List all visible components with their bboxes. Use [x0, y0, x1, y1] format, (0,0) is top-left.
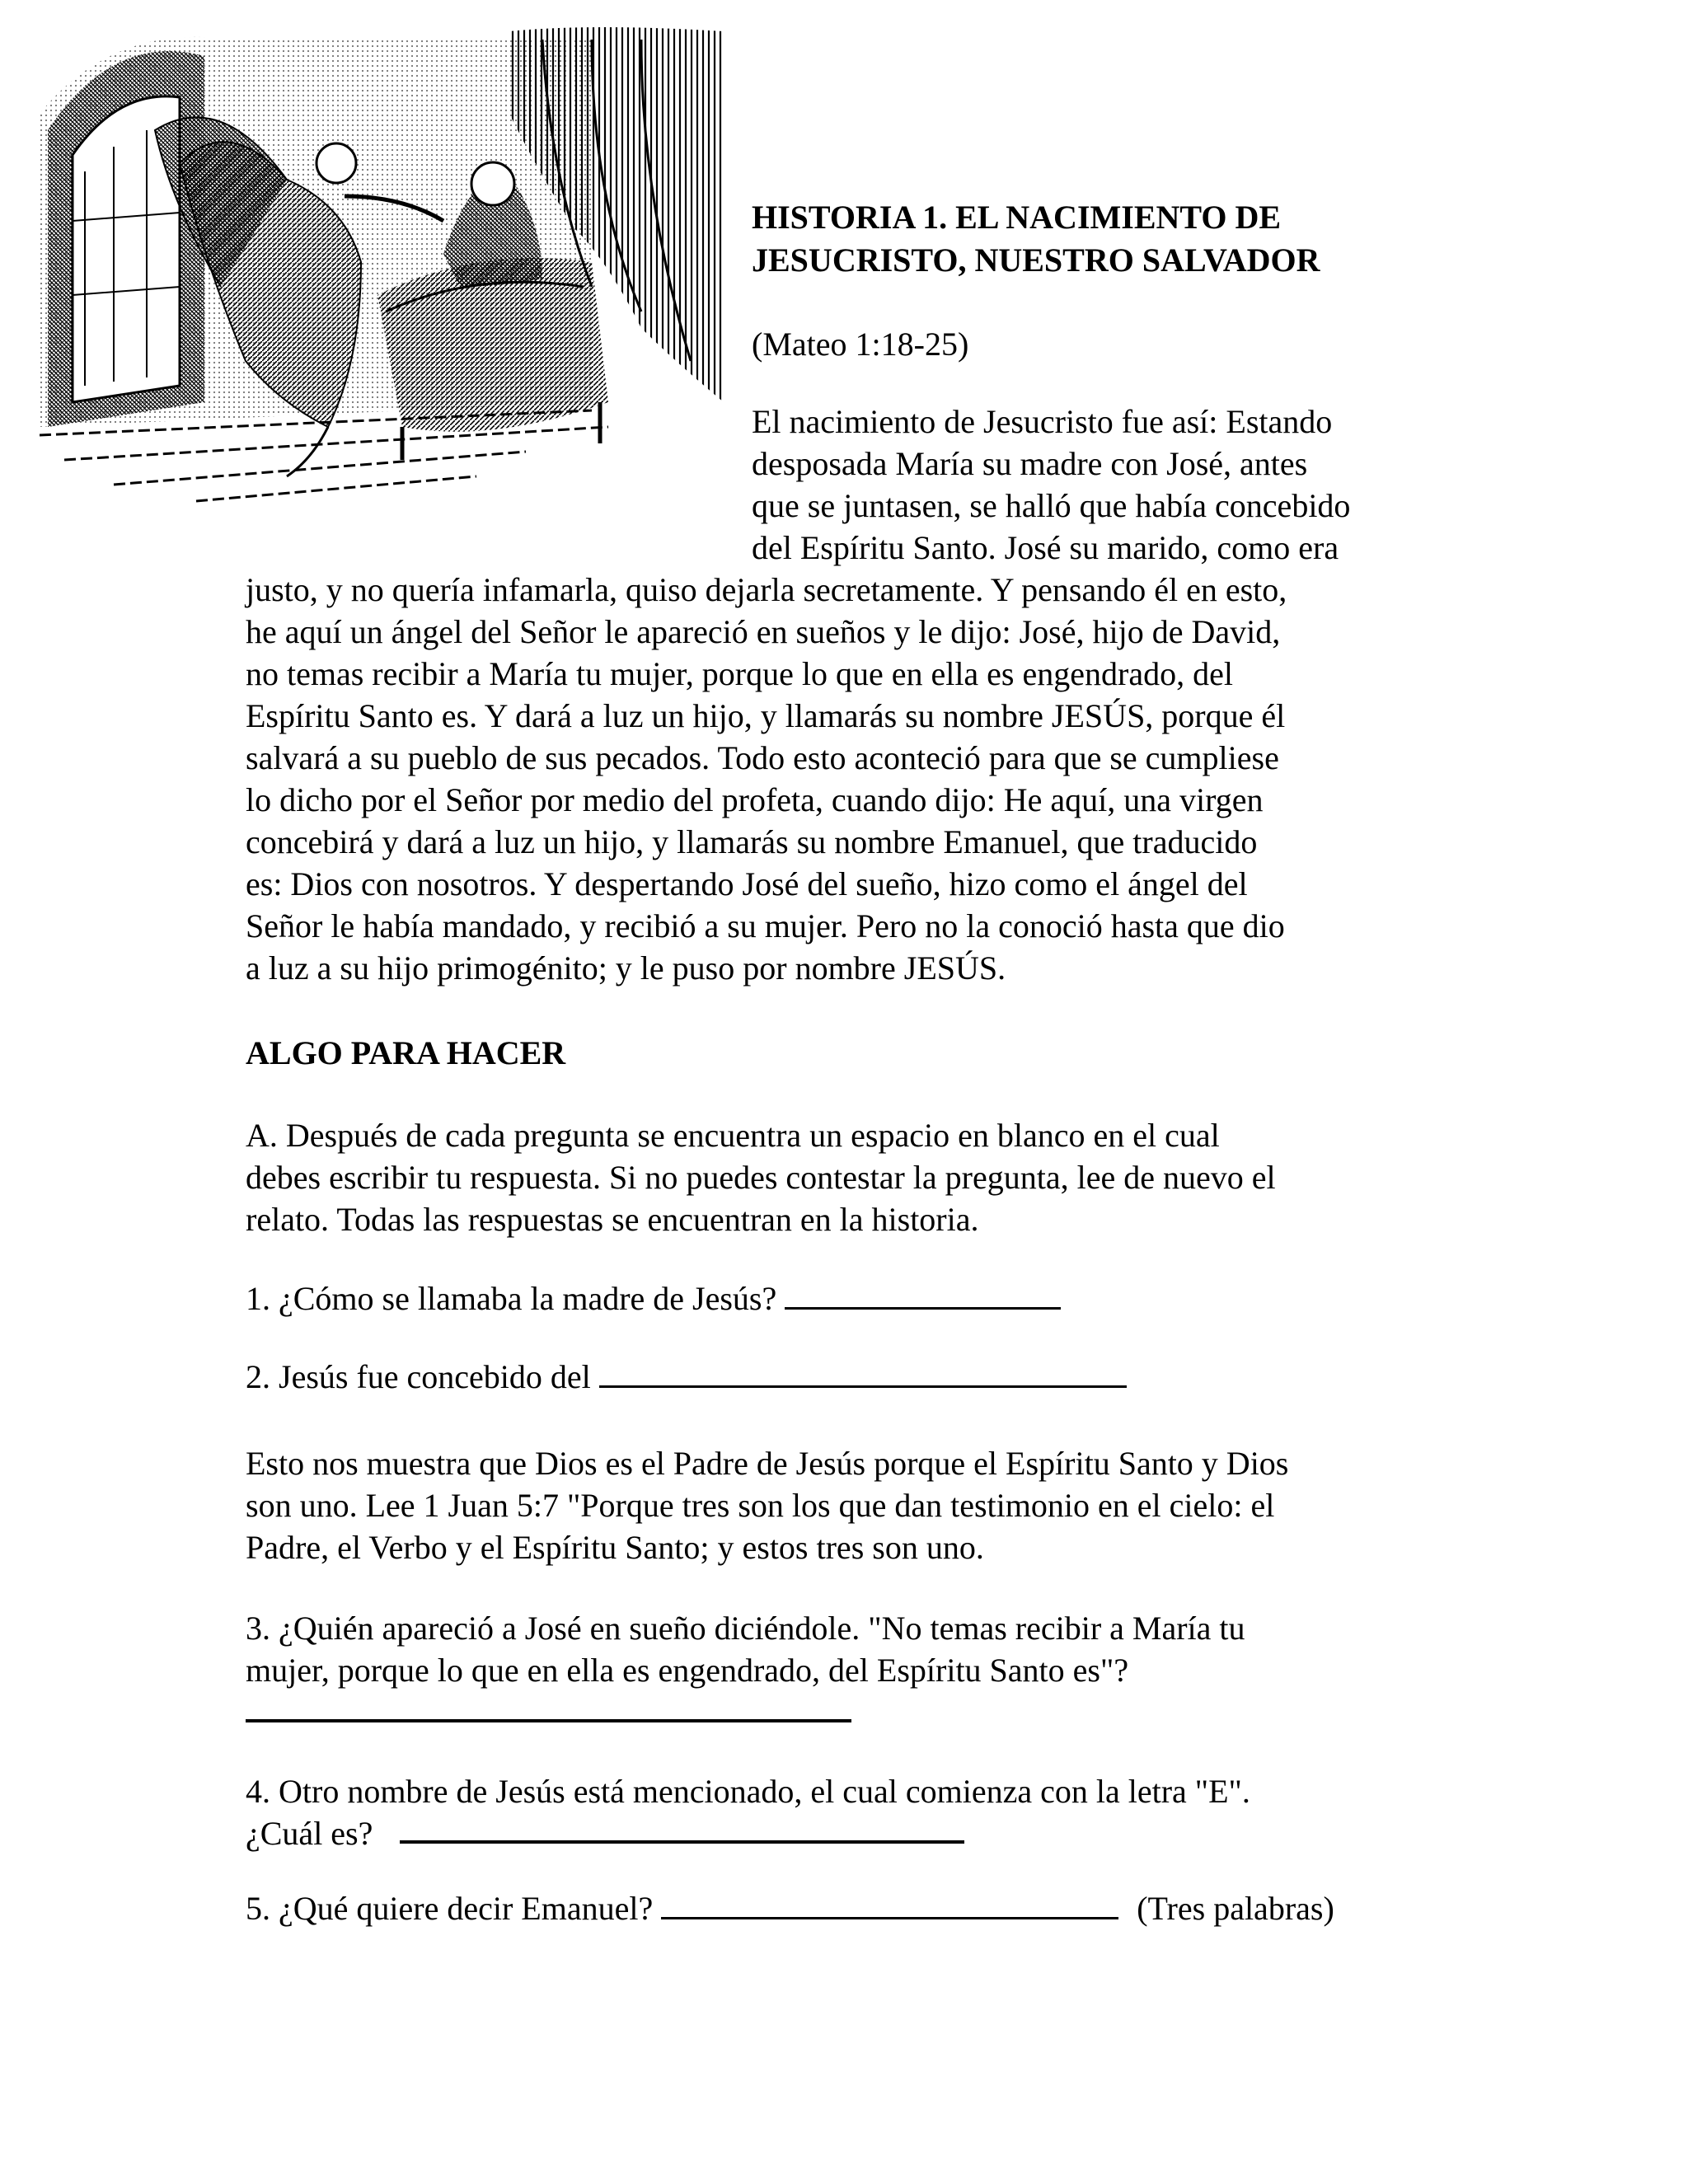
question-5-text: 5. ¿Qué quiere decir Emanuel? [246, 1890, 654, 1927]
trinity-line: Esto nos muestra que Dios es el Padre de Jesús porque el Espíritu Santo y Dios [246, 1445, 1289, 1482]
story-line: Espíritu Santo es. Y dará a luz un hijo, y llamarás su nombre JESÚS, porque él [246, 697, 1286, 734]
question-2 [246, 1356, 1127, 1398]
question-4-answer-blank[interactable] [400, 1840, 964, 1844]
story-line: El nacimiento de Jesucristo fue así: Estando [752, 403, 1333, 440]
activity-instructions [246, 1114, 1482, 1240]
story-line: del Espíritu Santo. José su marido, como era [752, 529, 1339, 566]
story-line: salvará a su pueblo de sus pecados. Todo esto aconteció para que se cumpliese [246, 739, 1279, 776]
question-3-text-line-2: mujer, porque lo que en ella es engendrado, del Espíritu Santo es"? [246, 1652, 1129, 1689]
question-3 [246, 1607, 1482, 1691]
story-line: concebirá y dará a luz un hijo, y llamarás su nombre Emanuel, que traducido [246, 823, 1258, 860]
story-line: justo, y no quería infamarla, quiso dejarla secretamente. Y pensando él en esto, [246, 571, 1287, 608]
question-5-hint: (Tres palabras) [1137, 1890, 1334, 1927]
question-1-answer-blank[interactable] [785, 1277, 1061, 1310]
story-line: Señor le había mandado, y recibió a su mujer. Pero no la conoció hasta que dio [246, 907, 1285, 944]
trinity-line: Padre, el Verbo y el Espíritu Santo; y estos tres son uno. [246, 1529, 984, 1566]
question-4-text-line-1: 4. Otro nombre de Jesús está mencionado, el cual comienza con la letra "E". [246, 1773, 1250, 1810]
story-title [752, 196, 1493, 282]
question-5 [246, 1887, 1334, 1929]
question-5-answer-blank[interactable] [661, 1887, 1118, 1919]
question-3-text-line-1: 3. ¿Quién apareció a José en sueño diciéndole. "No temas recibir a María tu [246, 1610, 1245, 1647]
story-paragraph-full-width [246, 569, 1482, 989]
story-title-line-1: HISTORIA 1. EL NACIMIENTO DE [752, 199, 1282, 236]
activity-heading: ALGO PARA HACER [246, 1034, 566, 1071]
story-line: lo dicho por el Señor por medio del profeta, cuando dijo: He aquí, una virgen [246, 781, 1264, 818]
story-line: desposada María su madre con José, antes [752, 445, 1308, 482]
story-line: he aquí un ángel del Señor le apareció en sueños y le dijo: José, hijo de David, [246, 613, 1281, 650]
question-1-text: 1. ¿Cómo se llamaba la madre de Jesús? [246, 1280, 777, 1317]
question-2-answer-blank[interactable] [599, 1356, 1127, 1388]
question-1 [246, 1277, 1061, 1319]
question-4-text-line-2: ¿Cuál es? [246, 1815, 373, 1852]
story-line: no temas recibir a María tu mujer, porque lo que en ella es engendrado, del [246, 655, 1233, 692]
instruction-line: A. Después de cada pregunta se encuentra un espacio en blanco en el cual [246, 1117, 1220, 1154]
trinity-paragraph [246, 1442, 1482, 1568]
angel-appears-to-joseph-illustration [15, 15, 732, 509]
instruction-line: debes escribir tu respuesta. Si no puedes contestar la pregunta, lee de nuevo el [246, 1159, 1276, 1196]
question-2-text: 2. Jesús fue concebido del [246, 1358, 591, 1395]
instruction-line: relato. Todas las respuestas se encuentran en la historia. [246, 1201, 979, 1238]
trinity-line: son uno. Lee 1 Juan 5:7 "Porque tres son los que dan testimonio en el cielo: el [246, 1487, 1275, 1524]
story-line: a luz a su hijo primogénito; y le puso por nombre JESÚS. [246, 949, 1006, 987]
story-line: es: Dios con nosotros. Y despertando José del sueño, hizo como el ángel del [246, 865, 1248, 902]
story-line: que se juntasen, se halló que había concebido [752, 487, 1351, 524]
scripture-reference: (Mateo 1:18-25) [752, 326, 969, 363]
question-3-answer-blank[interactable] [246, 1719, 851, 1722]
story-paragraph-beside-image [752, 401, 1493, 569]
story-title-line-2: JESUCRISTO, NUESTRO SALVADOR [752, 241, 1320, 279]
